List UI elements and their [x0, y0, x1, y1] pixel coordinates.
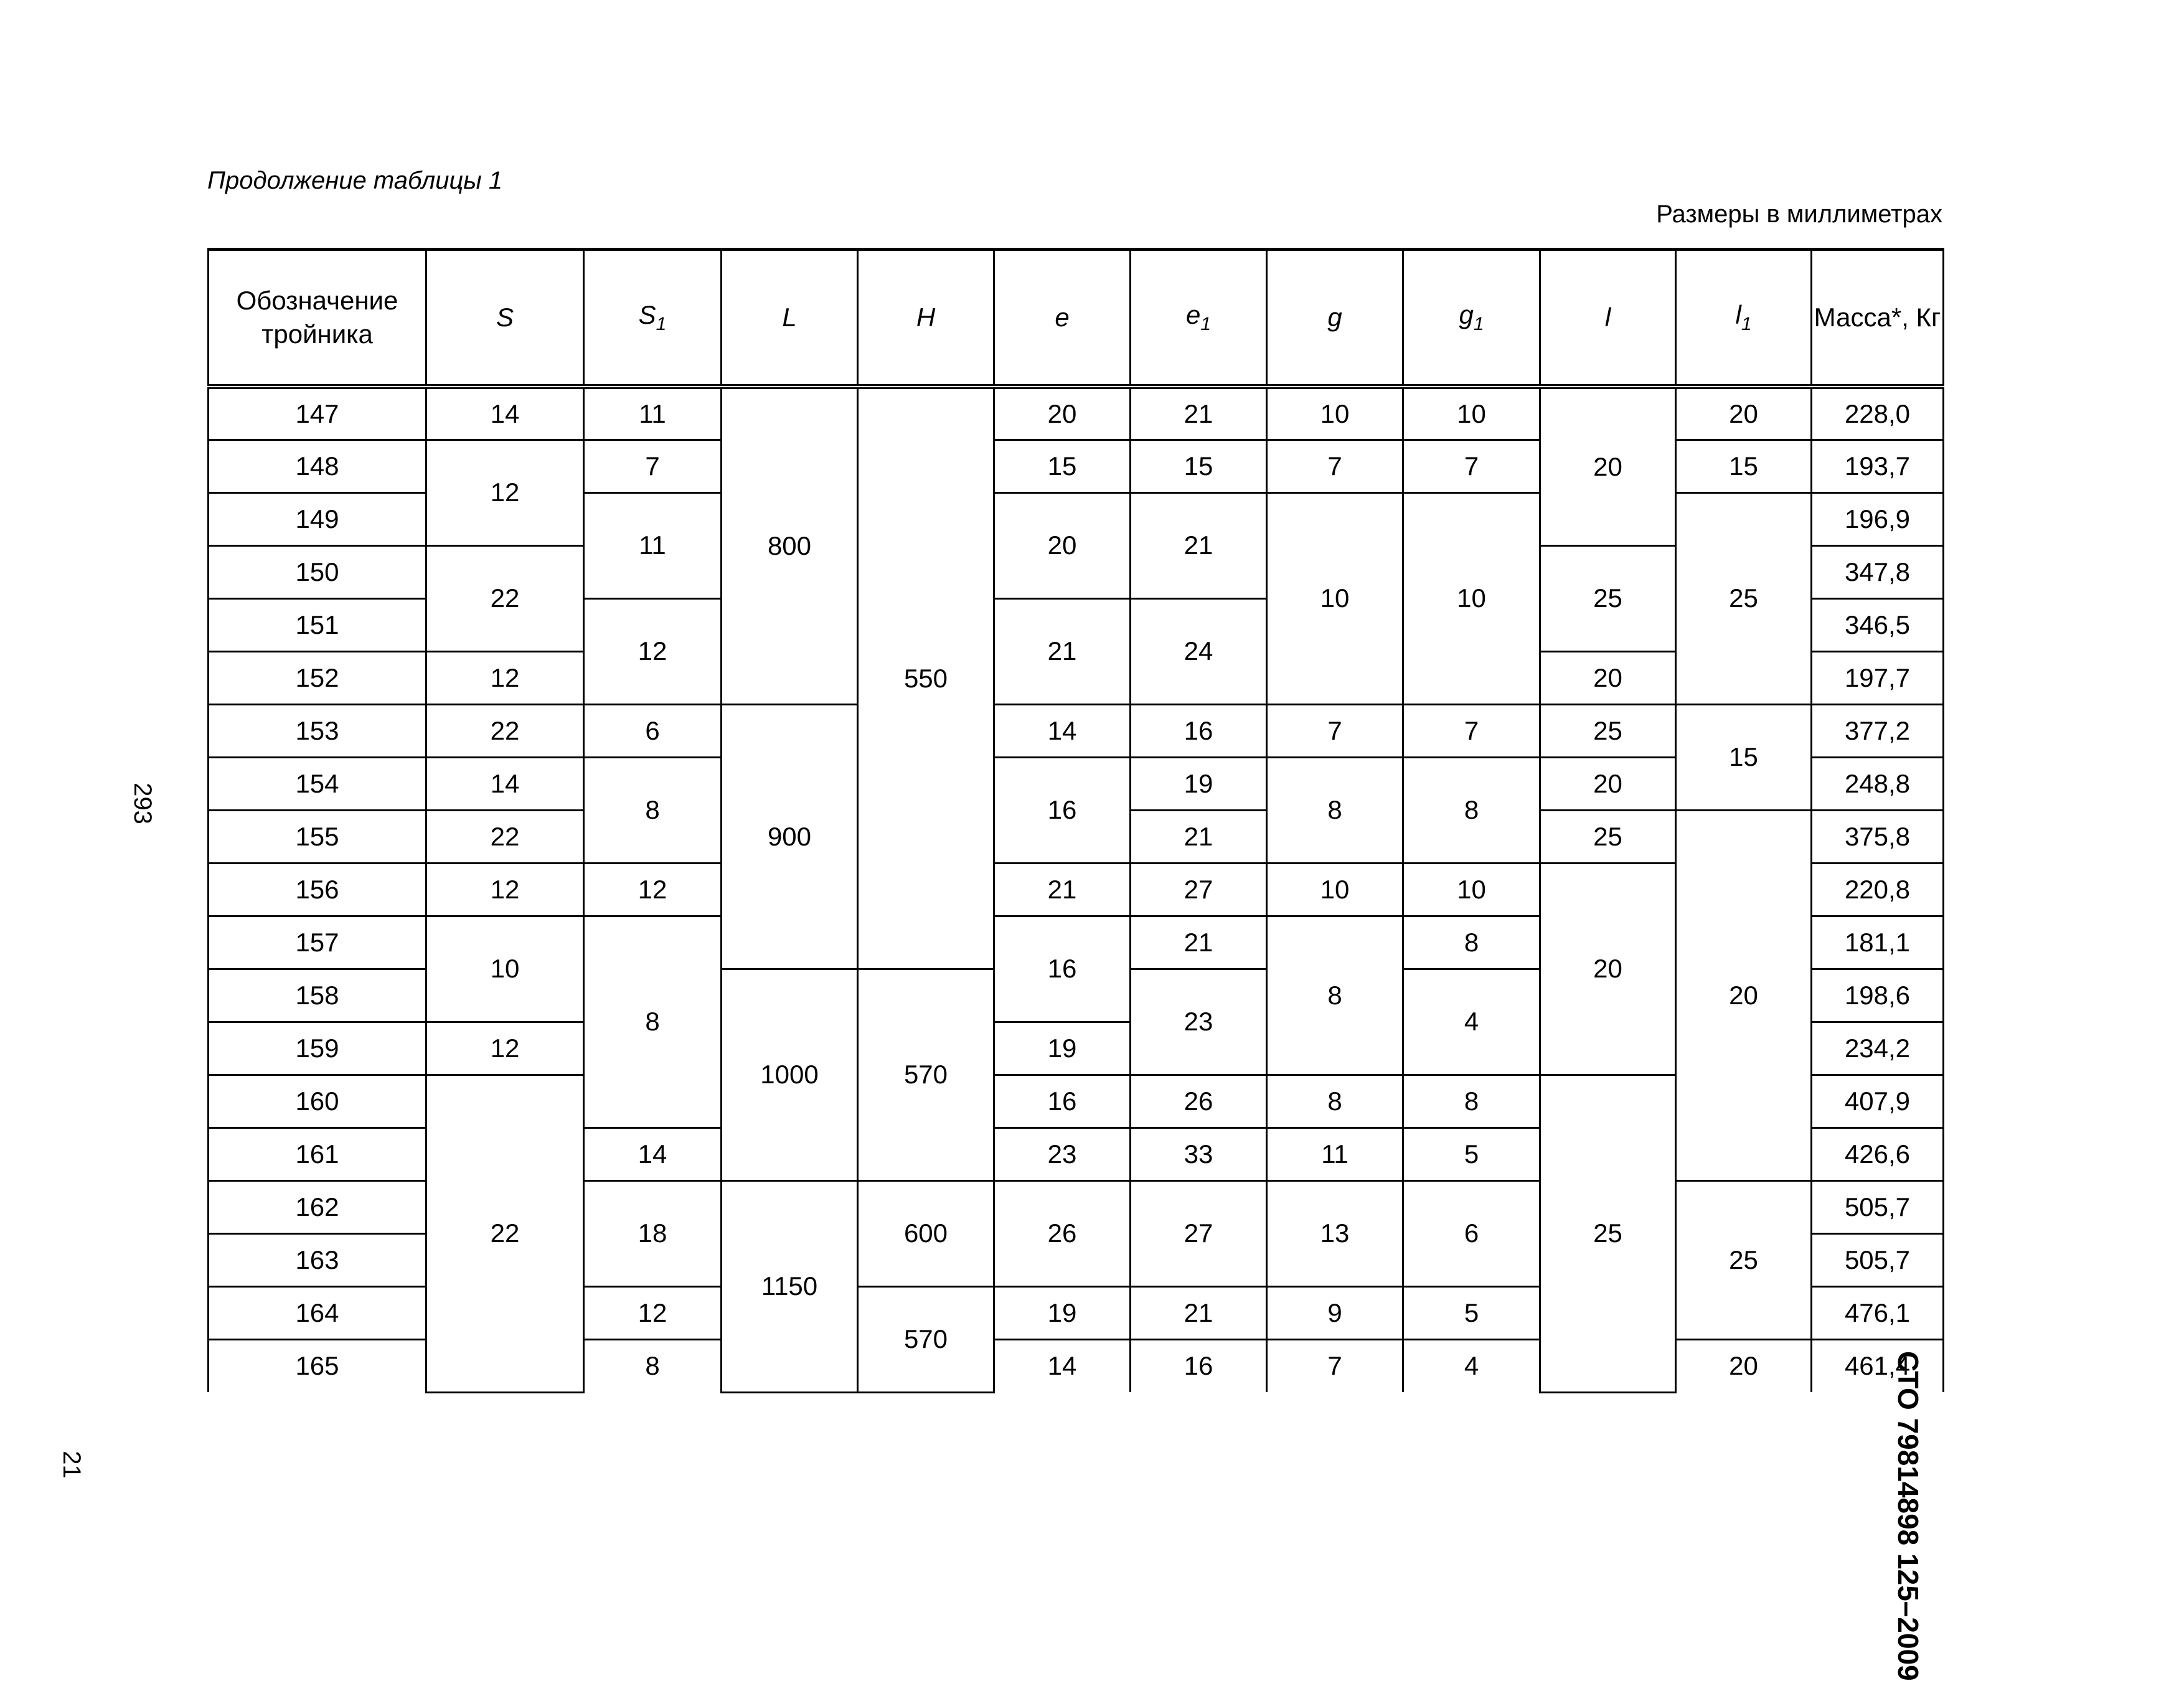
cell-l1: 15 — [1676, 440, 1812, 492]
cell-designation: 153 — [209, 704, 426, 757]
cell-S: 14 — [426, 757, 584, 810]
cell-S: 10 — [426, 916, 584, 1022]
cell-e1: 24 — [1131, 598, 1267, 704]
cell-g1: 5 — [1403, 1128, 1540, 1180]
cell-g: 8 — [1267, 757, 1403, 863]
cell-H: 550 — [858, 387, 994, 969]
cell-S1: 11 — [584, 387, 722, 440]
cell-mass: 505,7 — [1812, 1180, 1944, 1233]
header-e: e — [994, 250, 1131, 387]
cell-mass: 346,5 — [1812, 598, 1944, 651]
cell-e1: 26 — [1131, 1075, 1267, 1128]
cell-e: 16 — [994, 1075, 1131, 1128]
cell-l: 20 — [1540, 651, 1676, 704]
cell-l1: 25 — [1676, 1180, 1812, 1339]
cell-l: 20 — [1540, 387, 1676, 545]
header-mass: Масса*, Кг — [1812, 250, 1944, 387]
cell-mass: 220,8 — [1812, 863, 1944, 916]
cell-S1: 12 — [584, 1286, 722, 1339]
cell-l1: 25 — [1676, 492, 1812, 704]
cell-designation: 155 — [209, 810, 426, 863]
cell-designation: 150 — [209, 545, 426, 598]
header-g1: $g_1$ — [1403, 250, 1540, 387]
cell-S: 22 — [426, 545, 584, 651]
cell-g1: 8 — [1403, 757, 1540, 863]
cell-e: 19 — [994, 1022, 1131, 1075]
cell-l: 20 — [1540, 863, 1676, 1075]
cell-mass: 505,7 — [1812, 1233, 1944, 1286]
cell-g: 7 — [1267, 440, 1403, 492]
cell-H: 570 — [858, 1286, 994, 1392]
cell-mass: 375,8 — [1812, 810, 1944, 863]
cell-e1: 21 — [1131, 1286, 1267, 1339]
cell-e1: 33 — [1131, 1128, 1267, 1180]
cell-S1: 6 — [584, 704, 722, 757]
cell-e: 15 — [994, 440, 1131, 492]
cell-g1: 10 — [1403, 492, 1540, 704]
cell-H: 570 — [858, 969, 994, 1180]
cell-e: 19 — [994, 1286, 1131, 1339]
cell-S1: 12 — [584, 863, 722, 916]
cell-l: 25 — [1540, 810, 1676, 863]
cell-l: 25 — [1540, 545, 1676, 651]
cell-L: 800 — [722, 387, 858, 704]
cell-mass: 193,7 — [1812, 440, 1944, 492]
cell-mass: 407,9 — [1812, 1075, 1944, 1128]
cell-mass: 347,8 — [1812, 545, 1944, 598]
cell-mass: 426,6 — [1812, 1128, 1944, 1180]
cell-mass: 377,2 — [1812, 704, 1944, 757]
cell-S: 22 — [426, 1075, 584, 1392]
cell-g: 10 — [1267, 863, 1403, 916]
cell-designation: 152 — [209, 651, 426, 704]
cell-S1: 8 — [584, 757, 722, 863]
cell-S1: 8 — [584, 916, 722, 1128]
cell-designation: 164 — [209, 1286, 426, 1339]
cell-e1: 16 — [1131, 704, 1267, 757]
cell-g1: 4 — [1403, 1339, 1540, 1392]
cell-S: 22 — [426, 704, 584, 757]
cell-e1: 15 — [1131, 440, 1267, 492]
cell-e: 20 — [994, 387, 1131, 440]
cell-mass: 461,4 — [1812, 1339, 1944, 1392]
cell-g1: 6 — [1403, 1180, 1540, 1286]
cell-designation: 157 — [209, 916, 426, 969]
cell-S1: 8 — [584, 1339, 722, 1392]
table-caption: Продолжение таблицы 1 — [207, 167, 503, 194]
header-S1: $S_1$ — [584, 250, 722, 387]
cell-g: 11 — [1267, 1128, 1403, 1180]
cell-g: 10 — [1267, 387, 1403, 440]
cell-designation: 149 — [209, 492, 426, 545]
cell-S: 12 — [426, 1022, 584, 1075]
page-number-bottom: 21 — [57, 1451, 85, 1479]
cell-S1: 11 — [584, 492, 722, 598]
cell-designation: 159 — [209, 1022, 426, 1075]
cell-e: 16 — [994, 916, 1131, 1022]
cell-e: 14 — [994, 1339, 1131, 1392]
cell-L: 1000 — [722, 969, 858, 1180]
cell-mass: 196,9 — [1812, 492, 1944, 545]
cell-g: 8 — [1267, 1075, 1403, 1128]
cell-designation: 163 — [209, 1233, 426, 1286]
cell-e1: 19 — [1131, 757, 1267, 810]
cell-g1: 10 — [1403, 387, 1540, 440]
cell-designation: 165 — [209, 1339, 426, 1392]
cell-designation: 156 — [209, 863, 426, 916]
cell-e: 21 — [994, 598, 1131, 704]
cell-e1: 21 — [1131, 387, 1267, 440]
cell-S: 12 — [426, 440, 584, 545]
cell-S: 12 — [426, 863, 584, 916]
cell-l1: 20 — [1676, 1339, 1812, 1392]
cell-S: 12 — [426, 651, 584, 704]
header-g: g — [1267, 250, 1403, 387]
cell-g: 13 — [1267, 1180, 1403, 1286]
header-H: H — [858, 250, 994, 387]
header-l1: $l_1$ — [1676, 250, 1812, 387]
cell-designation: 151 — [209, 598, 426, 651]
cell-mass: 248,8 — [1812, 757, 1944, 810]
cell-g1: 10 — [1403, 863, 1540, 916]
cell-g: 7 — [1267, 704, 1403, 757]
cell-H: 600 — [858, 1180, 994, 1286]
table-row — [209, 704, 1944, 757]
cell-g: 7 — [1267, 1339, 1403, 1392]
cell-g: 10 — [1267, 492, 1403, 704]
cell-mass: 181,1 — [1812, 916, 1944, 969]
cell-g1: 8 — [1403, 916, 1540, 969]
cell-g1: 7 — [1403, 440, 1540, 492]
header-designation: Обозначение тройника — [209, 250, 426, 387]
cell-S: 14 — [426, 387, 584, 440]
cell-L: 1150 — [722, 1180, 858, 1392]
cell-e: 23 — [994, 1128, 1131, 1180]
cell-e1: 21 — [1131, 810, 1267, 863]
cell-S1: 14 — [584, 1128, 722, 1180]
cell-mass: 197,7 — [1812, 651, 1944, 704]
header-l: l — [1540, 250, 1676, 387]
cell-designation: 154 — [209, 757, 426, 810]
cell-l1: 20 — [1676, 387, 1812, 440]
cell-S1: 12 — [584, 598, 722, 704]
cell-S: 22 — [426, 810, 584, 863]
cell-designation: 147 — [209, 387, 426, 440]
cell-g1: 4 — [1403, 969, 1540, 1075]
header-S: S — [426, 250, 584, 387]
table-row — [209, 440, 1944, 492]
cell-designation: 158 — [209, 969, 426, 1022]
cell-e1: 27 — [1131, 1180, 1267, 1286]
cell-e: 20 — [994, 492, 1131, 598]
cell-L: 900 — [722, 704, 858, 969]
document-code: СТО 79814898 125–2009 — [1892, 1351, 1924, 1681]
cell-e: 26 — [994, 1180, 1131, 1286]
cell-g: 8 — [1267, 916, 1403, 1075]
cell-designation: 162 — [209, 1180, 426, 1233]
cell-l: 20 — [1540, 757, 1676, 810]
cell-g1: 8 — [1403, 1075, 1540, 1128]
cell-e: 16 — [994, 757, 1131, 863]
header-e1: $e_1$ — [1131, 250, 1267, 387]
cell-l: 25 — [1540, 1075, 1676, 1392]
cell-mass: 198,6 — [1812, 969, 1944, 1022]
table-row — [209, 387, 1944, 440]
cell-designation: 148 — [209, 440, 426, 492]
cell-e1: 16 — [1131, 1339, 1267, 1392]
cell-l1: 15 — [1676, 704, 1812, 810]
dimensions-table — [207, 248, 1944, 1393]
cell-e1: 21 — [1131, 916, 1267, 969]
cell-designation: 161 — [209, 1128, 426, 1180]
cell-g1: 5 — [1403, 1286, 1540, 1339]
cell-e1: 27 — [1131, 863, 1267, 916]
cell-e: 14 — [994, 704, 1131, 757]
units-note: Размеры в миллиметрах — [1656, 200, 1942, 228]
header-L: L — [722, 250, 858, 387]
cell-designation: 160 — [209, 1075, 426, 1128]
header-row — [209, 250, 1944, 387]
cell-l: 25 — [1540, 704, 1676, 757]
cell-e1: 23 — [1131, 969, 1267, 1075]
cell-S1: 18 — [584, 1180, 722, 1286]
cell-S1: 7 — [584, 440, 722, 492]
cell-e: 21 — [994, 863, 1131, 916]
cell-l1: 20 — [1676, 810, 1812, 1180]
page-number-rotated: 293 — [128, 783, 156, 824]
cell-e1: 21 — [1131, 492, 1267, 598]
cell-mass: 476,1 — [1812, 1286, 1944, 1339]
cell-g: 9 — [1267, 1286, 1403, 1339]
cell-g1: 7 — [1403, 704, 1540, 757]
cell-mass: 228,0 — [1812, 387, 1944, 440]
cell-mass: 234,2 — [1812, 1022, 1944, 1075]
